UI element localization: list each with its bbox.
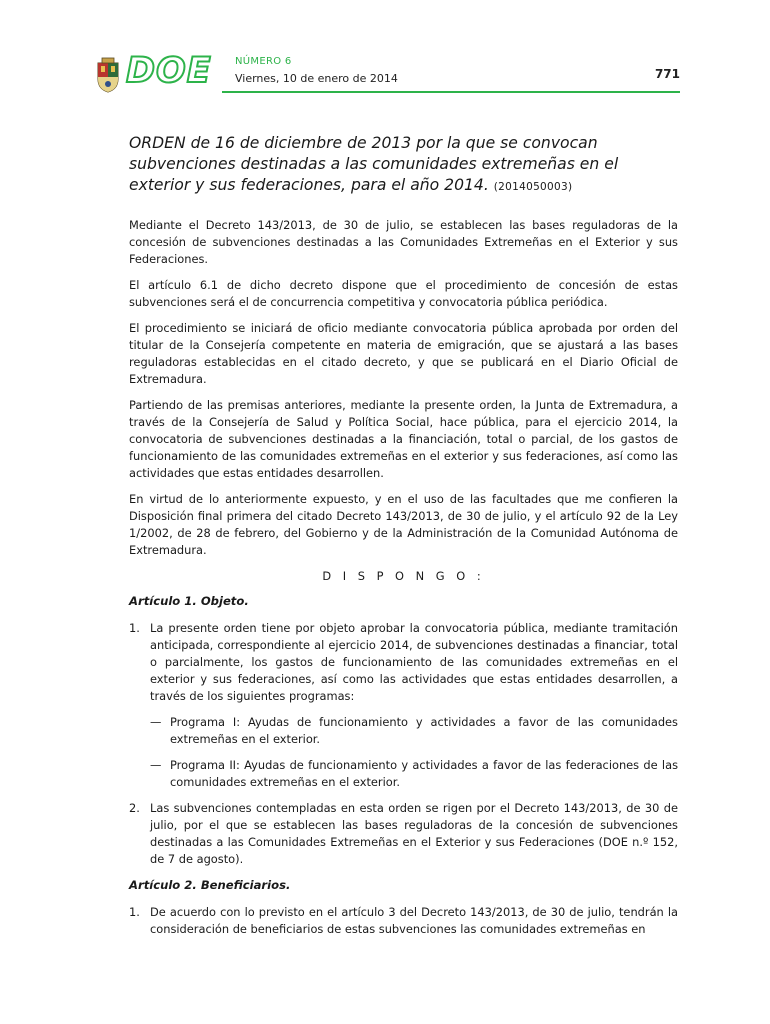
paragraph-5: En virtud de lo anteriormente expuesto, y en el uso de las facultades que me confieren la Disposición final primera del citado Decreto 143/2013, de 30 de julio, y el artículo 92 de la Ley 1/2002, de 28 de febrero, del Gobierno y de la Administración de la Comunidad Autónoma de Extremadura. xyxy=(129,492,678,557)
item-number: 1. xyxy=(129,621,140,635)
program-1 xyxy=(129,714,678,748)
paragraph-3: El procedimiento se iniciará de oficio mediante convocatoria pública aprobada por orden del titular de la Consejería competente en materia de emigración, que se ajustará a las bases reguladoras establecidas en el citado decreto, y que se publicará en el Diario Oficial de Extremadura. xyxy=(129,321,678,386)
item-number: 1. xyxy=(129,905,140,919)
doe-logo: DOE xyxy=(126,51,212,91)
document-body xyxy=(129,133,678,947)
article-1-heading: Artículo 1. Objeto. xyxy=(129,594,249,608)
article-2-heading: Artículo 2. Beneficiarios. xyxy=(129,878,291,892)
dash-marker: — xyxy=(150,715,162,729)
item-number: 2. xyxy=(129,801,140,815)
item-text: De acuerdo con lo previsto en el artículo 3 del Decreto 143/2013, de 30 de julio, tendrán la consideración de beneficiarios de estas subvenciones las comunidades extremeñas en xyxy=(150,905,678,936)
paragraph-4: Partiendo de las premisas anteriores, mediante la presente orden, la Junta de Extremadura, a través de la Consejería de Salud y Política Social, hace pública, para el ejercicio 2014, la convocatoria de subvenciones destinadas a la financiación, total o parcial, de los gastos de funcionamiento de las comunidades extremeñas en el exterior y sus federaciones, así como las actividades que estas entidades desarrollen. xyxy=(129,398,678,480)
issue-date: Viernes, 10 de enero de 2014 xyxy=(235,72,398,85)
program-text: Programa II: Ayudas de funcionamiento y actividades a favor de las federaciones de las comunidades extremeñas en el exterior. xyxy=(170,758,678,789)
program-text: Programa I: Ayudas de funcionamiento y actividades a favor de las comunidades extremeñas en el exterior. xyxy=(170,715,678,746)
coat-of-arms-icon xyxy=(94,57,122,93)
title-text: ORDEN de 16 de diciembre de 2013 por la que se convocan subvenciones destinadas a las comunidades extremeñas en el exterior y sus federaciones, para el año 2014. xyxy=(129,134,619,194)
article-2-item-1 xyxy=(129,904,678,938)
item-text: La presente orden tiene por objeto aprobar la convocatoria pública, mediante tramitación anticipada, correspondiente al ejercicio 2014, de subvenciones destinadas a financiar, total o parcialmente, los gastos de funcionamiento de las comunidades extremeñas en el exterior y sus federaciones, así como las actividades que estas entidades desarrollen, a través de los siguientes programas: xyxy=(150,621,678,703)
article-1-item-1 xyxy=(129,620,678,705)
paragraph-2: El artículo 6.1 de dicho decreto dispone que el procedimiento de concesión de estas subvenciones será el de concurrencia competitiva y convocatoria pública periódica. xyxy=(129,278,678,309)
document-title xyxy=(129,133,678,198)
article-1-item-2 xyxy=(129,800,678,868)
paragraph-1: Mediante el Decreto 143/2013, de 30 de julio, se establecen las bases reguladoras de la concesión de subvenciones destinadas a las Comunidades Extremeñas en el Exterior y sus Federaciones. xyxy=(129,218,678,266)
item-text: Las subvenciones contempladas en esta orden se rigen por el Decreto 143/2013, de 30 de julio, por el que se establecen las bases reguladoras de la concesión de subvenciones destinadas a las Comunidades Extremeñas en el Exterior y sus Federaciones (DOE n.º 152, de 7 de agosto). xyxy=(150,801,678,866)
document-code: (2014050003) xyxy=(493,181,573,193)
dash-marker: — xyxy=(150,758,162,772)
header-rule xyxy=(222,91,680,93)
issue-number: NÚMERO 6 xyxy=(235,56,292,67)
page-header xyxy=(94,51,680,93)
page-number: 771 xyxy=(654,67,680,81)
dispongo-heading: D I S P O N G O : xyxy=(322,569,485,583)
program-2 xyxy=(129,757,678,791)
